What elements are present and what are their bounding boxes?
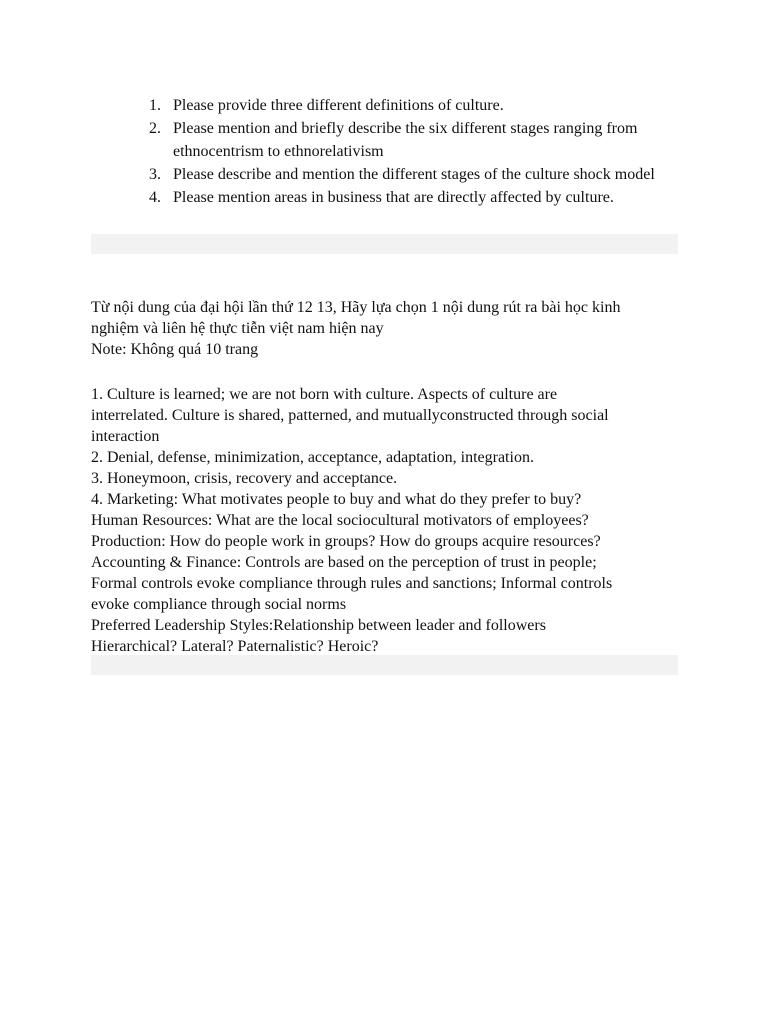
question-text: Please provide three different definitions of culture. [173,97,504,114]
assignment-note: Note: Không quá 10 trang [91,341,259,358]
question-text: Please mention and briefly describe the six different stages ranging from ethnocentrism to ethnorelativism [173,120,638,160]
answer-line: Hierarchical? Lateral? Paternalistic? Heroic? [91,638,379,655]
answer-line: Production: How do people work in groups? How do groups acquire resources? [91,533,601,550]
answer-line: Human Resources: What are the local sociocultural motivators of employees? [91,512,589,529]
answer-line: 3. Honeymoon, crisis, recovery and acceptance. [91,470,398,487]
assignment-line: nghiệm và liên hệ thực tiễn việt nam hiện nay [91,320,384,337]
answer-line: interrelated. Culture is shared, patterned, and mutuallyconstructed through social [91,407,609,424]
answer-line: Accounting & Finance: Controls are based on the perception of trust in people; [91,554,597,571]
answer-line: 1. Culture is learned; we are not born with culture. Aspects of culture are [91,386,558,403]
answer-line: 4. Marketing: What motivates people to buy and what do they prefer to buy? [91,491,582,508]
question-text: Please mention areas in business that are directly affected by culture. [173,189,614,206]
question-item [91,94,679,117]
answer-line: 2. Denial, defense, minimization, acceptance, adaptation, integration. [91,449,534,466]
question-item [91,186,679,209]
table-divider-band [91,655,678,675]
vietnamese-assignment [91,297,691,360]
question-number: 4. [149,189,161,206]
answer-line: evoke compliance through social norms [91,596,347,613]
answer-line: Formal controls evoke compliance through rules and sanctions; Informal controls [91,575,613,592]
question-number: 1. [149,97,161,114]
answer-line: Preferred Leadership Styles:Relationship between leader and followers [91,617,546,634]
question-number: 3. [149,166,161,183]
question-list [91,94,679,209]
assignment-line: Từ nội dung của đại hội lần thứ 12 13, Hãy lựa chọn 1 nội dung rút ra bài học kinh [91,299,621,316]
answer-line: interaction [91,428,160,445]
answers-block [91,384,691,657]
question-text: Please describe and mention the different stages of the culture shock model [173,166,655,183]
question-item [91,117,679,163]
question-number: 2. [149,120,161,137]
table-divider-band [91,234,678,254]
question-item [91,163,679,186]
